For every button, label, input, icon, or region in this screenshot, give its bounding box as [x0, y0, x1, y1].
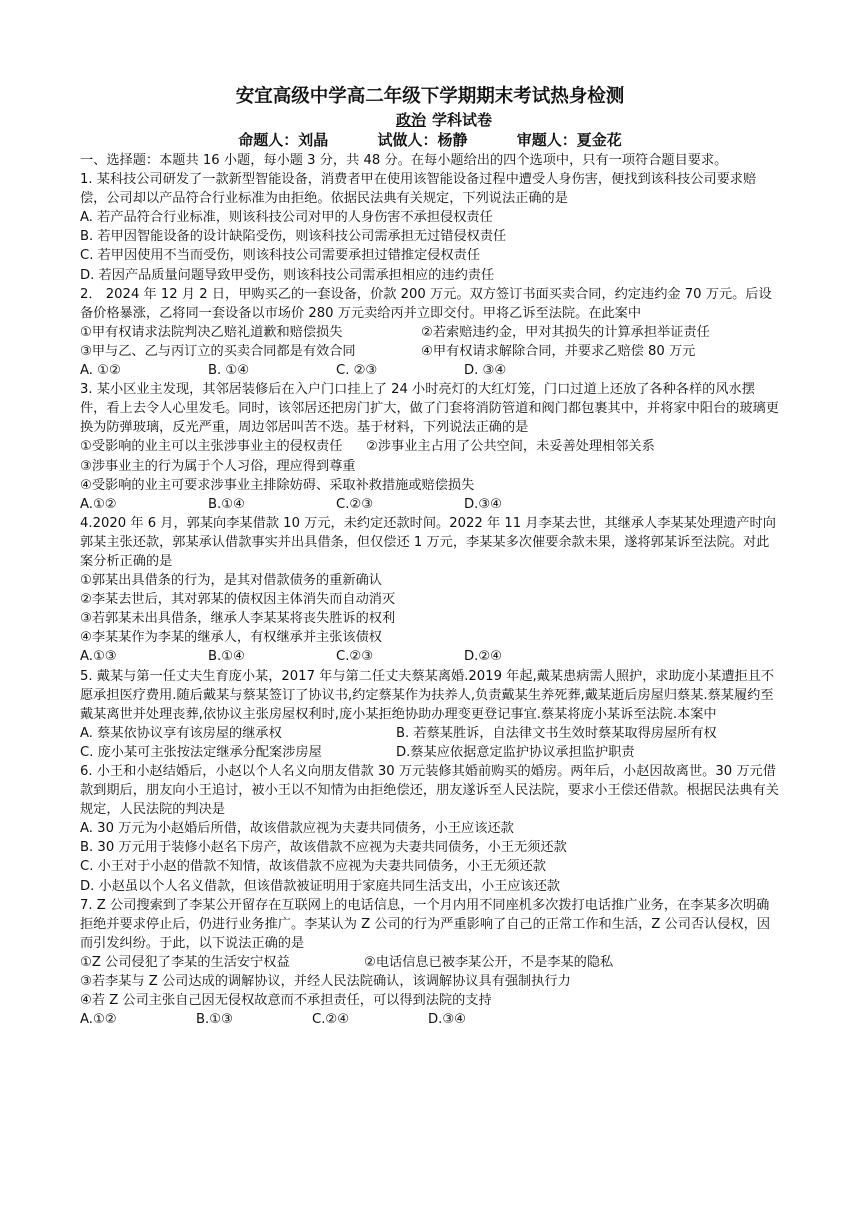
option-b: B.①③ [196, 1012, 233, 1028]
proposer: 命题人：刘晶 [238, 131, 329, 149]
option-c: C.②③ [336, 649, 374, 665]
question-3-statements-row1 [80, 437, 780, 456]
option-d: D.蔡某应依据意定监护协议承担监护职责 [396, 744, 635, 760]
option-b: B. ①④ [208, 363, 250, 379]
question-3-options [80, 495, 780, 514]
statement-3: ③若郭某未出具借条，继承人李某某将丧失胜诉的权利 [80, 611, 396, 627]
option-c: C. ②③ [336, 363, 378, 379]
section-heading: 一、选择题：本题共 16 小题，每小题 3 分，共 48 分。在每小题给出的四个选项中，只有一项符合题目要求。 [80, 153, 728, 168]
question-1-option-b: B. 若甲因智能设备的设计缺陷受伤，则该科技公司需承担无过错侵权责任 [80, 229, 507, 245]
statement-1: ①Z 公司侵犯了李某的生活安宁权益 [80, 954, 290, 970]
statement-4: ④甲有权请求解除合同，并要求乙赔偿 80 万元 [421, 343, 696, 359]
question-5-stem: 5. 戴某与第一任丈夫生育庞小某，2017 年与第二任丈夫蔡某离婚.2019 年起,戴某患病需人照护，求助庞小某遭拒且不愿承担医疗费用.随后戴某与蔡某签订了协议书,约定蔡某作为扶养人,负责戴某生养死葬,戴某逝后房屋归蔡某.蔡某履约至戴某离世并处理丧葬,依协议主张房屋权利时,庞小某拒绝协助办理变更登记事宜.蔡某将庞小某诉至法院.本案中 [80, 668, 775, 722]
option-a: A.①② [80, 496, 117, 512]
option-a: A.①③ [80, 649, 117, 665]
question-6-option-d: D. 小赵虽以个人名义借款，但该借款被证明用于家庭共同生活支出，小王应该还款 [80, 878, 561, 894]
exam-title: 安宜高级中学高二年级下学期期末考试热身检测 [235, 86, 625, 107]
question-5-options-row2 [80, 743, 780, 762]
option-b: B. 若蔡某胜诉，自法律文书生效时蔡某取得房屋所有权 [396, 725, 717, 741]
question-7-options [80, 1010, 600, 1029]
question-1-option-c: C. 若甲因使用不当而受伤，则该科技公司需要承担过错推定侵权责任 [80, 248, 481, 264]
exam-page [80, 86, 780, 1029]
option-a: A.①② [80, 1012, 117, 1028]
question-6-option-c: C. 小王对于小赵的借款不知情，故该借款不应视为夫妻共同债务，小王无须还款 [80, 859, 546, 875]
statement-1: ①甲有权请求法院判决乙赔礼道歉和赔偿损失 [80, 324, 343, 340]
subject-name: 政治 [395, 111, 426, 129]
option-b: B.①④ [208, 496, 245, 512]
option-a: A. 蔡某依协议享有该房屋的继承权 [80, 725, 282, 741]
option-d: D.③④ [428, 1012, 466, 1028]
question-6-stem: 6. 小王和小赵结婚后，小赵以个人名义向朋友借款 30 万元装修其婚前购买的婚房。两年后，小赵因故离世。30 万元借款到期后，朋友向小王追讨，被小王以不知情为由拒绝偿还，朋友遂诉至人民法院，要求小王偿还借款。根据民法典有关规定，人民法院的判决是 [80, 764, 779, 818]
option-d: D.③④ [464, 496, 502, 512]
subject-suffix: 学科试卷 [432, 111, 493, 129]
question-5-options-row1 [80, 724, 780, 743]
statement-2: ②李某去世后，其对郭某的债权因主体消失而自动消灭 [80, 592, 396, 608]
statement-2: ②涉事业主占用了公共空间，未妥善处理相邻关系 [366, 439, 655, 455]
statement-4: ④若 Z 公司主张自己因无侵权故意而不承担责任，可以得到法院的支持 [80, 993, 492, 1009]
tester: 试做人：杨静 [377, 131, 468, 149]
question-6-option-a: A. 30 万元为小赵婚后所借，故该借款应视为夫妻共同债务，小王应该还款 [80, 821, 514, 837]
statement-2: ②电话信息已被李某公开，不是李某的隐私 [364, 954, 614, 970]
statement-1: ①受影响的业主可以主张涉事业主的侵权责任 [80, 439, 343, 455]
question-2-statements-row2 [80, 342, 780, 361]
statement-4: ④李某某作为李某的继承人，有权继承并主张该债权 [80, 630, 382, 646]
statement-3: ③若李某与 Z 公司达成的调解协议，并经人民法院确认，该调解协议具有强制执行力 [80, 974, 571, 990]
exam-authors [80, 130, 780, 150]
question-1-stem: 1. 某科技公司研发了一款新型智能设备，消费者甲在使用该智能设备过程中遭受人身伤害，便找到该科技公司要求赔偿，公司却以产品符合行业标准为由拒绝。依据民法典有关规定，下列说法正确的是 [80, 172, 757, 207]
statement-3: ③甲与乙、乙与丙订立的买卖合同都是有效合同 [80, 343, 356, 359]
question-3-stem: 3. 某小区业主发现，其邻居装修后在入户门口挂上了 24 小时亮灯的大红灯笼，门口过道上还放了各种各样的风水摆件，看上去令人心里发毛。同时，该邻居还把房门扩大，做了门套将消防管道和阀门都包裹其中，并将家中阳台的玻璃更换为防弹玻璃，反光严重，周边邻居叫苦不迭。基于材料，下列说法正确的是 [80, 382, 779, 436]
option-a: A. ①② [80, 363, 121, 379]
question-4-stem: 4.2020 年 6 月，郭某向李某借款 10 万元，未约定还款时间。2022 年 11 月李某去世，其继承人李某某处理遗产时向郭某主张还款，郭某承认借款事实并出具借条，但仅偿还 1 万元，李某某多次催要余款未果，遂将郭某诉至法院。对此案分析正确的是 [80, 515, 776, 569]
question-1-option-a: A. 若产品符合行业标准，则该科技公司对甲的人身伤害不承担侵权责任 [80, 210, 493, 226]
statement-3: ③涉事业主的行为属于个人习俗，理应得到尊重 [80, 458, 356, 474]
question-2-stem: 2． 2024 年 12 月 2 日，甲购买乙的一套设备，价款 200 万元。双方签订书面买卖合同，约定违约金 70 万元。后设备价格暴涨，乙将同一套设备以市场价 280 万元卖给丙并立即交付。甲将乙诉至法院。在此案中 [80, 286, 772, 321]
question-2-options [80, 361, 780, 380]
option-c: C.②③ [336, 496, 374, 512]
question-7-statements-row1 [80, 953, 780, 972]
statement-2: ②若索赔违约金，甲对其损失的计算承担举证责任 [421, 324, 710, 340]
option-c: C.②④ [312, 1012, 350, 1028]
question-4-options [80, 647, 780, 666]
question-2-statements-row1 [80, 323, 780, 342]
question-7-stem: 7. Z 公司搜索到了李某公开留存在互联网上的电话信息，一个月内用不同座机多次拨打电话推广业务，在李某多次明确拒绝并要求停止后，仍进行业务推广。李某认为 Z 公司的行为严重影响了自己的正常工作和生活，Z 公司否认侵权，因而引发纠纷。于此，以下说法正确的是 [80, 897, 771, 951]
question-6-option-b: B. 30 万元用于装修小赵名下房产，故该借款不应视为夫妻共同债务，小王无须还款 [80, 840, 567, 856]
option-d: D. ③④ [464, 363, 507, 379]
statement-1: ①郭某出具借条的行为，是其对借款债务的重新确认 [80, 573, 382, 589]
option-d: D.②④ [464, 649, 502, 665]
option-c: C. 庞小某可主张按法定继承分配案涉房屋 [80, 744, 322, 760]
option-b: B.①④ [208, 649, 245, 665]
statement-4: ④受影响的业主可要求涉事业主排除妨碍、采取补救措施或赔偿损失 [80, 477, 475, 493]
reviewer: 审题人：夏金花 [516, 131, 622, 149]
exam-subtitle [80, 110, 780, 130]
question-1-option-d: D. 若因产品质量问题导致甲受伤，则该科技公司需承担相应的违约责任 [80, 267, 495, 283]
